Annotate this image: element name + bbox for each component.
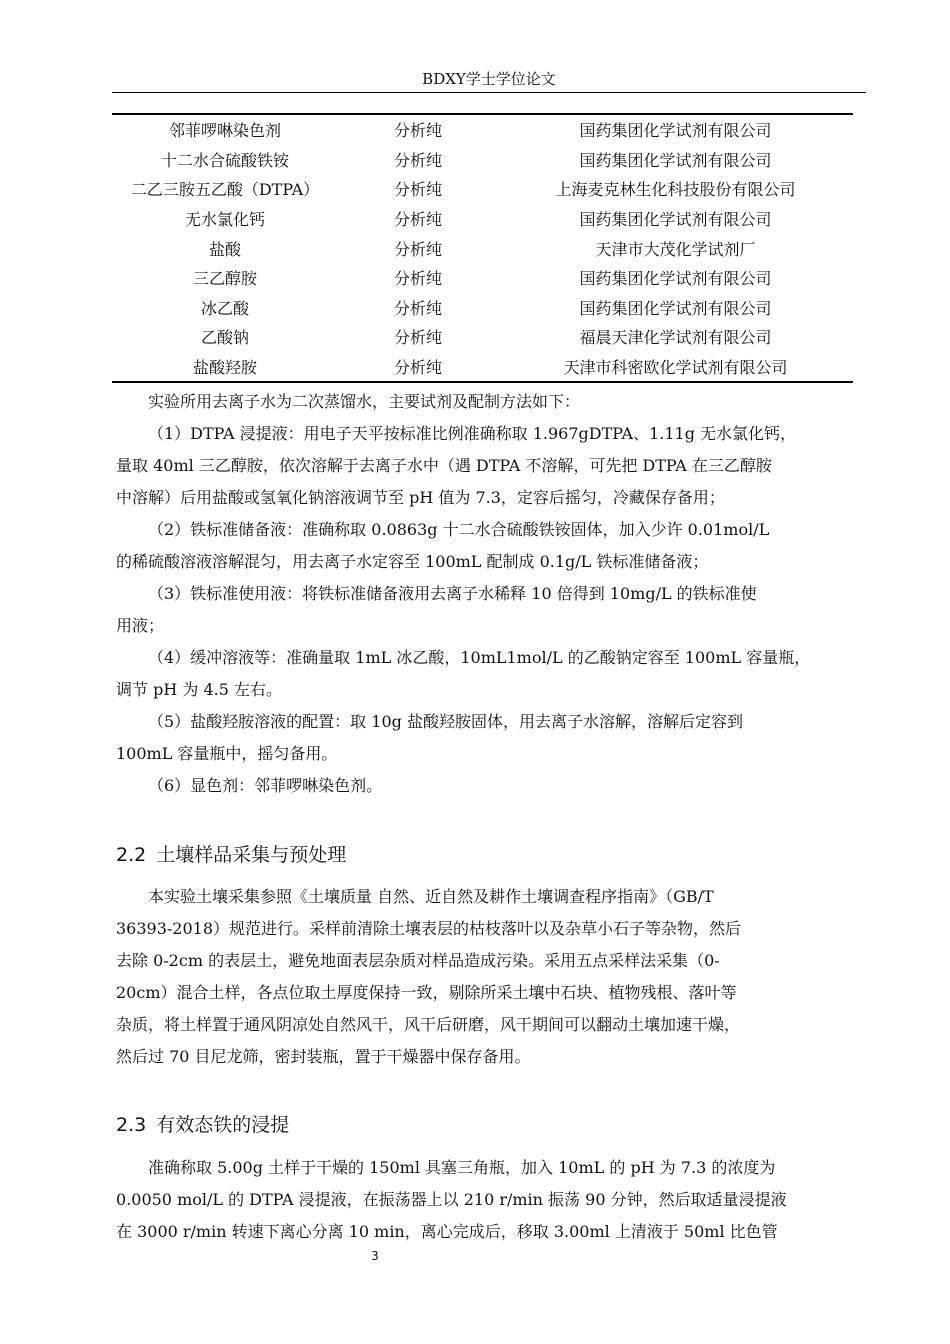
reagent-grade-cell: 分析纯 (393, 121, 442, 141)
text-line: （1）DTPA 浸提液：用电子天平按标准比例准确称取 1.967gDTPA、1.11g 无水氯化钙， (148, 424, 797, 443)
reagent-intro: 实验所用去离子水为二次蒸馏水，主要试剂及配制方法如下： (148, 392, 581, 411)
reagent-name-cell: 冰乙酸 (200, 298, 249, 318)
text-line: 量取 40ml 三乙醇胺，依次溶解于去离子水中（遇 DTPA 不溶解，可先把 DTPA 在三乙醇胺 (116, 456, 772, 475)
section-2-2-body (116, 881, 856, 1073)
reagent-name-cell: 三乙醇胺 (192, 269, 257, 289)
reagent-supplier-cell: 国药集团化学试剂有限公司 (579, 121, 772, 141)
page-header: BDXY学士学位论文 (422, 70, 556, 88)
text-line: （6）显色剂：邻菲啰啉染色剂。 (148, 776, 383, 795)
section-heading-2-2 (116, 841, 346, 869)
reagent-name-cell: 十二水合硫酸铁铵 (160, 150, 289, 170)
reagent-supplier-cell: 天津市科密欧化学试剂有限公司 (563, 358, 788, 378)
text-line: 100mL 容量瓶中，摇匀备用。 (116, 744, 338, 763)
reagent-grade-cell: 分析纯 (393, 239, 442, 259)
table-row (112, 263, 853, 293)
section-title: 有效态铁的浸提 (156, 1114, 290, 1136)
reagent-name-cell: 盐酸 (208, 239, 241, 259)
text-line: （3）铁标准使用液：将铁标准储备液用去离子水稀释 10 倍得到 10mg/L 的铁标准使 (148, 584, 757, 603)
text-line: （2）铁标准储备液：准确称取 0.0863g 十二水合硫酸铁铵固体，加入少许 0.01mol/L (148, 520, 770, 539)
text-line: 的稀硫酸溶液溶解混匀，用去离子水定容至 100mL 配制成 0.1g/L 铁标准储备液； (116, 552, 709, 571)
reagent-supplier-cell: 国药集团化学试剂有限公司 (579, 269, 772, 289)
reagent-name-cell: 乙酸钠 (200, 328, 249, 348)
reagent-supplier-cell: 福晨天津化学试剂有限公司 (579, 328, 772, 348)
reagent-supplier-cell: 国药集团化学试剂有限公司 (579, 298, 772, 318)
text-line: 调节 pH 为 4.5 左右。 (116, 680, 282, 699)
reagent-supplier-cell: 国药集团化学试剂有限公司 (579, 210, 772, 230)
table-row (112, 145, 853, 175)
section-number: 2.2 (116, 844, 147, 866)
table-row (112, 293, 853, 323)
reagent-name-cell: 无水氯化钙 (184, 210, 265, 230)
section-2-3-body (116, 1152, 856, 1248)
text-line: 用液； (116, 616, 165, 635)
reagent-grade-cell: 分析纯 (393, 298, 442, 318)
reagent-grade-cell: 分析纯 (393, 150, 442, 170)
section-heading-2-3 (116, 1111, 289, 1139)
reagent-grade-cell: 分析纯 (393, 180, 442, 200)
reagent-supplier-cell: 天津市大茂化学试剂厂 (595, 239, 756, 259)
reagent-item (116, 642, 856, 706)
reagent-grade-cell: 分析纯 (393, 210, 442, 230)
text-line: 本实验土壤采集参照《土壤质量 自然、近自然及耕作土壤调查程序指南》（GB/T (148, 887, 714, 906)
reagent-item (116, 770, 856, 802)
text-line: 在 3000 r/min 转速下离心分离 10 min，离心完成后，移取 3.00ml 上清液于 50ml 比色管 (116, 1222, 778, 1241)
reagent-grade-cell: 分析纯 (393, 328, 442, 348)
reagent-item (116, 578, 856, 642)
table-row (112, 352, 853, 382)
table-row (112, 322, 853, 352)
reagent-name-cell: 盐酸羟胺 (192, 358, 257, 378)
text-line: （5）盐酸羟胺溶液的配置：取 10g 盐酸羟胺固体，用去离子水溶解，溶解后定容到 (148, 712, 743, 731)
reagent-grade-cell: 分析纯 (393, 358, 442, 378)
table-row (112, 204, 853, 234)
text-line: 准确称取 5.00g 土样于干燥的 150ml 具塞三角瓶，加入 10mL 的 pH 为 7.3 的浓度为 (148, 1158, 776, 1177)
header-rule (112, 92, 866, 93)
table-row (112, 233, 853, 263)
text-line: （4）缓冲溶液等：准确量取 1mL 冰乙酸，10mL1mol/L 的乙酸钠定容至 100mL 容量瓶， (148, 648, 811, 667)
reagent-item (116, 514, 856, 578)
table-bottom-rule (112, 381, 853, 383)
text-line: 然后过 70 目尼龙筛，密封装瓶，置于干燥器中保存备用。 (116, 1047, 531, 1066)
reagent-supplier-cell: 国药集团化学试剂有限公司 (579, 150, 772, 170)
text-line: 36393-2018）规范进行。采样前清除土壤表层的枯枝落叶以及杂草小石子等杂物，然后 (116, 919, 742, 938)
text-line: 去除 0-2cm 的表层土，避免地面表层杂质对样品造成污染。采用五点采样法采集（0- (116, 951, 720, 970)
table-row (112, 115, 853, 145)
reagent-name-cell: 邻菲啰啉染色剂 (168, 121, 281, 141)
page-number: 3 (371, 1249, 379, 1263)
text-line: 0.0050 mol/L 的 DTPA 浸提液，在振荡器上以 210 r/min 振荡 90 分钟，然后取适量浸提液 (116, 1190, 787, 1209)
text-line: 杂质，将土样置于通风阴凉处自然风干，风干后研磨，风干期间可以翻动土壤加速干燥， (116, 1015, 741, 1034)
reagent-item (116, 706, 856, 770)
section-number: 2.3 (116, 1114, 147, 1136)
reagent-table (112, 115, 853, 381)
text-line: 中溶解）后用盐酸或氢氧化钠溶液调节至 pH 值为 7.3，定容后摇匀，冷藏保存备用； (116, 488, 725, 507)
reagent-item (116, 418, 856, 514)
text-line: 20cm）混合土样，各点位取土厚度保持一致，剔除所采土壤中石块、植物残根、落叶等 (116, 983, 737, 1002)
reagent-name-cell: 二乙三胺五乙酸（DTPA） (130, 180, 320, 200)
reagent-grade-cell: 分析纯 (393, 269, 442, 289)
table-row (112, 174, 853, 204)
reagent-supplier-cell: 上海麦克林生化科技股份有限公司 (555, 180, 796, 200)
section-title: 土壤样品采集与预处理 (156, 844, 347, 866)
